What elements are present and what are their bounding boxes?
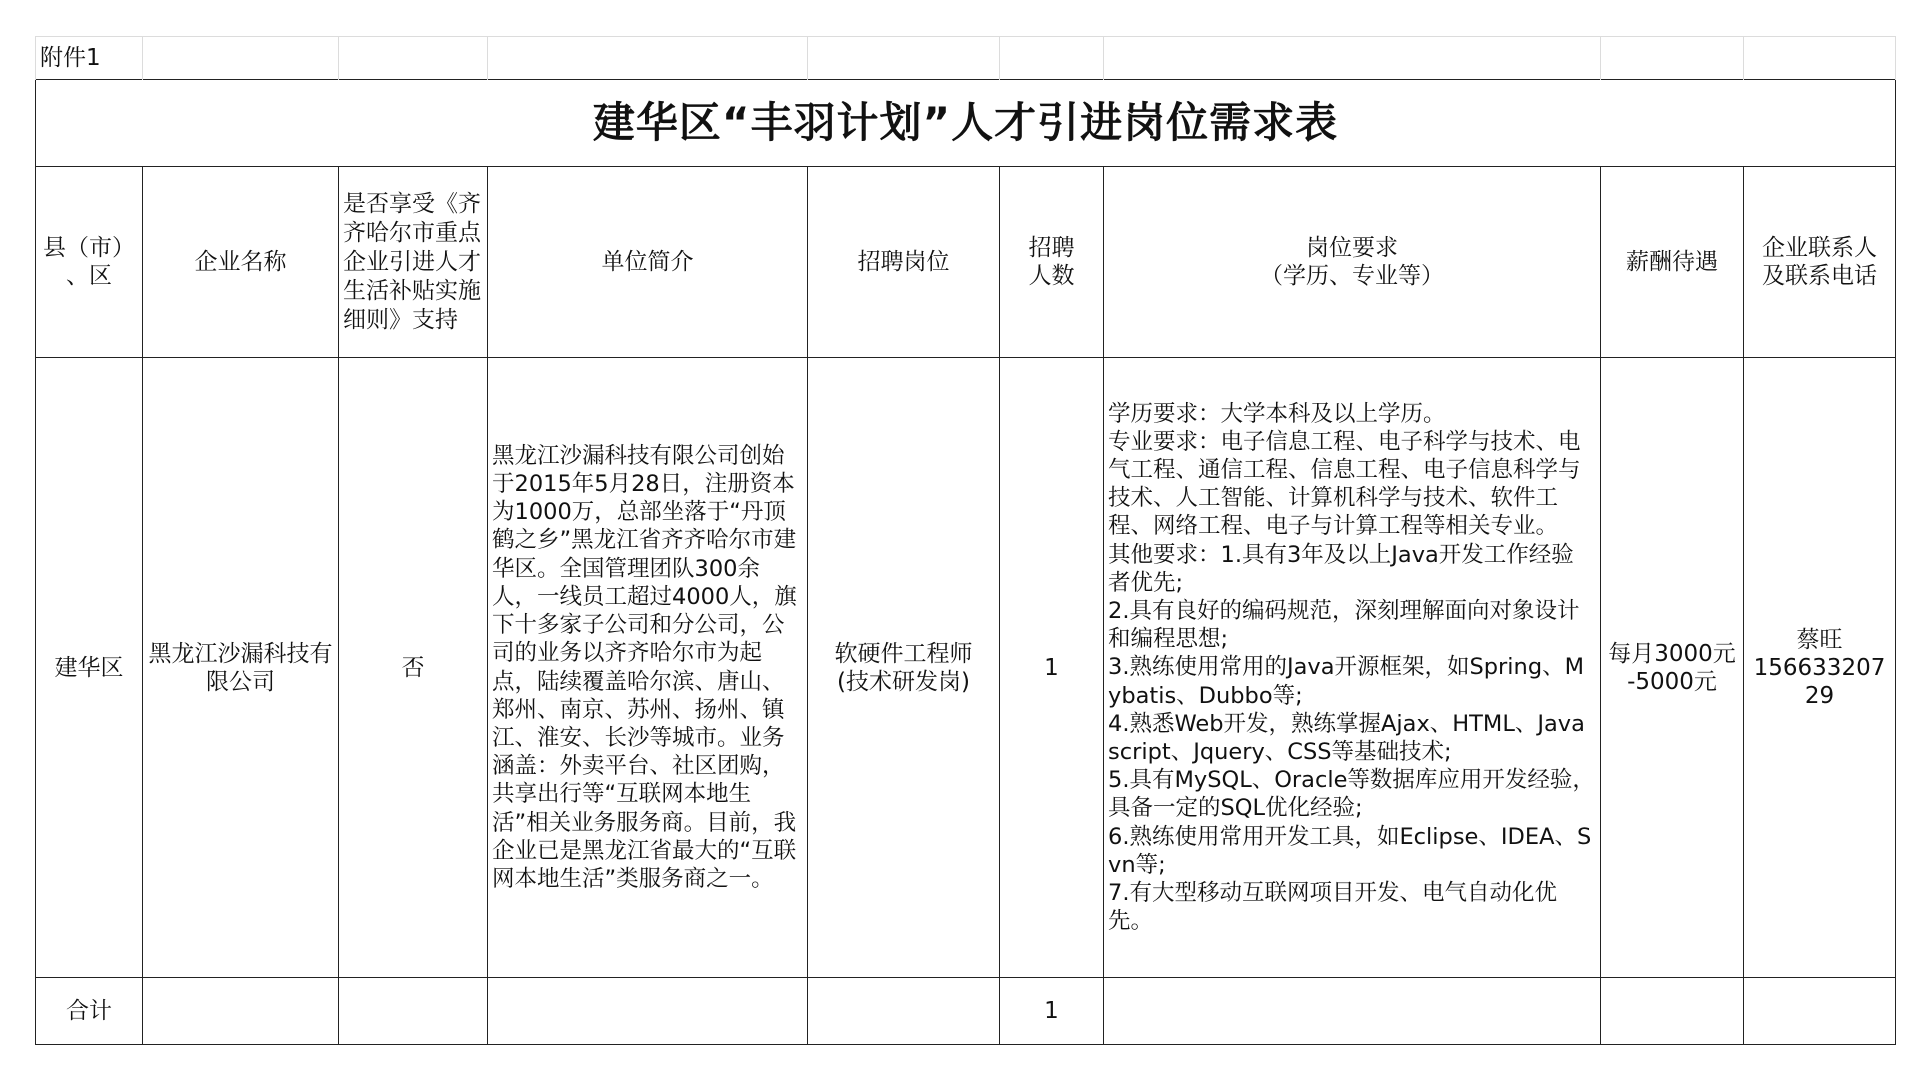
header-company: 企业名称 <box>143 167 339 358</box>
total-count: 1 <box>1000 978 1104 1045</box>
cell-count: 1 <box>1000 358 1104 978</box>
contact-name: 蔡旺 <box>1796 626 1843 653</box>
total-row <box>36 978 1896 1045</box>
table-title: 建华区“丰羽计划”人才引进岗位需求表 <box>36 80 1896 167</box>
cell-company: 黑龙江沙漏科技有限公司 <box>143 358 339 978</box>
header-count: 招聘 人数 <box>1000 167 1104 358</box>
title-row <box>36 80 1896 167</box>
header-subsidy: 是否享受《齐齐哈尔市重点企业引进人才生活补贴实施细则》支持 <box>339 167 488 358</box>
header-position: 招聘岗位 <box>808 167 1000 358</box>
recruitment-table <box>35 36 1896 1045</box>
cell-intro: 黑龙江沙漏科技有限公司创始于2015年5月28日，注册资本为1000万，总部坐落于“丹顶鹤之乡”黑龙江省齐齐哈尔市建华区。全国管理团队300余人，一线员工超过4000人，旗下十多家子公司和分公司，公司的业务以齐齐哈尔市为起点，陆续覆盖哈尔滨、唐山、郑州、南京、苏州、扬州、镇江、淮安、长沙等城市。业务涵盖：外卖平台、社区团购，共享出行等“互联网本地生活”相关业务服务商。目前，我企业已是黑龙江省最大的“互联网本地生活”类服务商之一。 <box>488 358 808 978</box>
header-requirements: 岗位要求 （学历、专业等） <box>1104 167 1601 358</box>
attachment-label: 附件1 <box>36 37 143 80</box>
cell-contact <box>1744 358 1896 978</box>
header-county: 县（市） 、区 <box>36 167 143 358</box>
cell-salary: 每月3000元 -5000元 <box>1601 358 1744 978</box>
header-intro: 单位简介 <box>488 167 808 358</box>
table-row <box>36 358 1896 978</box>
cell-subsidy: 否 <box>339 358 488 978</box>
attachment-row <box>36 37 1896 80</box>
header-salary: 薪酬待遇 <box>1601 167 1744 358</box>
cell-requirements: 学历要求：大学本科及以上学历。 专业要求：电子信息工程、电子科学与技术、电气工程、通信工程、信息工程、电子信息科学与技术、人工智能、计算机科学与技术、软件工程、网络工程、电子与计算工程等相关专业。 其他要求：1.具有3年及以上Java开发工作经验者优先; 2.具有良好的编码规范，深刻理解面向对象设计和编程思想; 3.熟练使用常用的Java开源框架，如Spring、Mybatis、Dubbo等; 4.熟悉Web开发，熟练掌握Ajax、HTML、Javascript、Jquery、CSS等基础技术; 5.具有MySQL、Oracle等数据库应用开发经验，具备一定的SQL优化经验; 6.熟练使用常用开发工具，如Eclipse、IDEA、Svn等; 7.有大型移动互联网项目开发、电气自动化优先。 <box>1104 358 1601 978</box>
header-contact: 企业联系人 及联系电话 <box>1744 167 1896 358</box>
cell-county: 建华区 <box>36 358 143 978</box>
cell-position: 软硬件工程师 (技术研发岗) <box>808 358 1000 978</box>
total-label: 合计 <box>36 978 143 1045</box>
header-row <box>36 167 1896 358</box>
contact-phone: 15663320729 <box>1753 654 1886 709</box>
